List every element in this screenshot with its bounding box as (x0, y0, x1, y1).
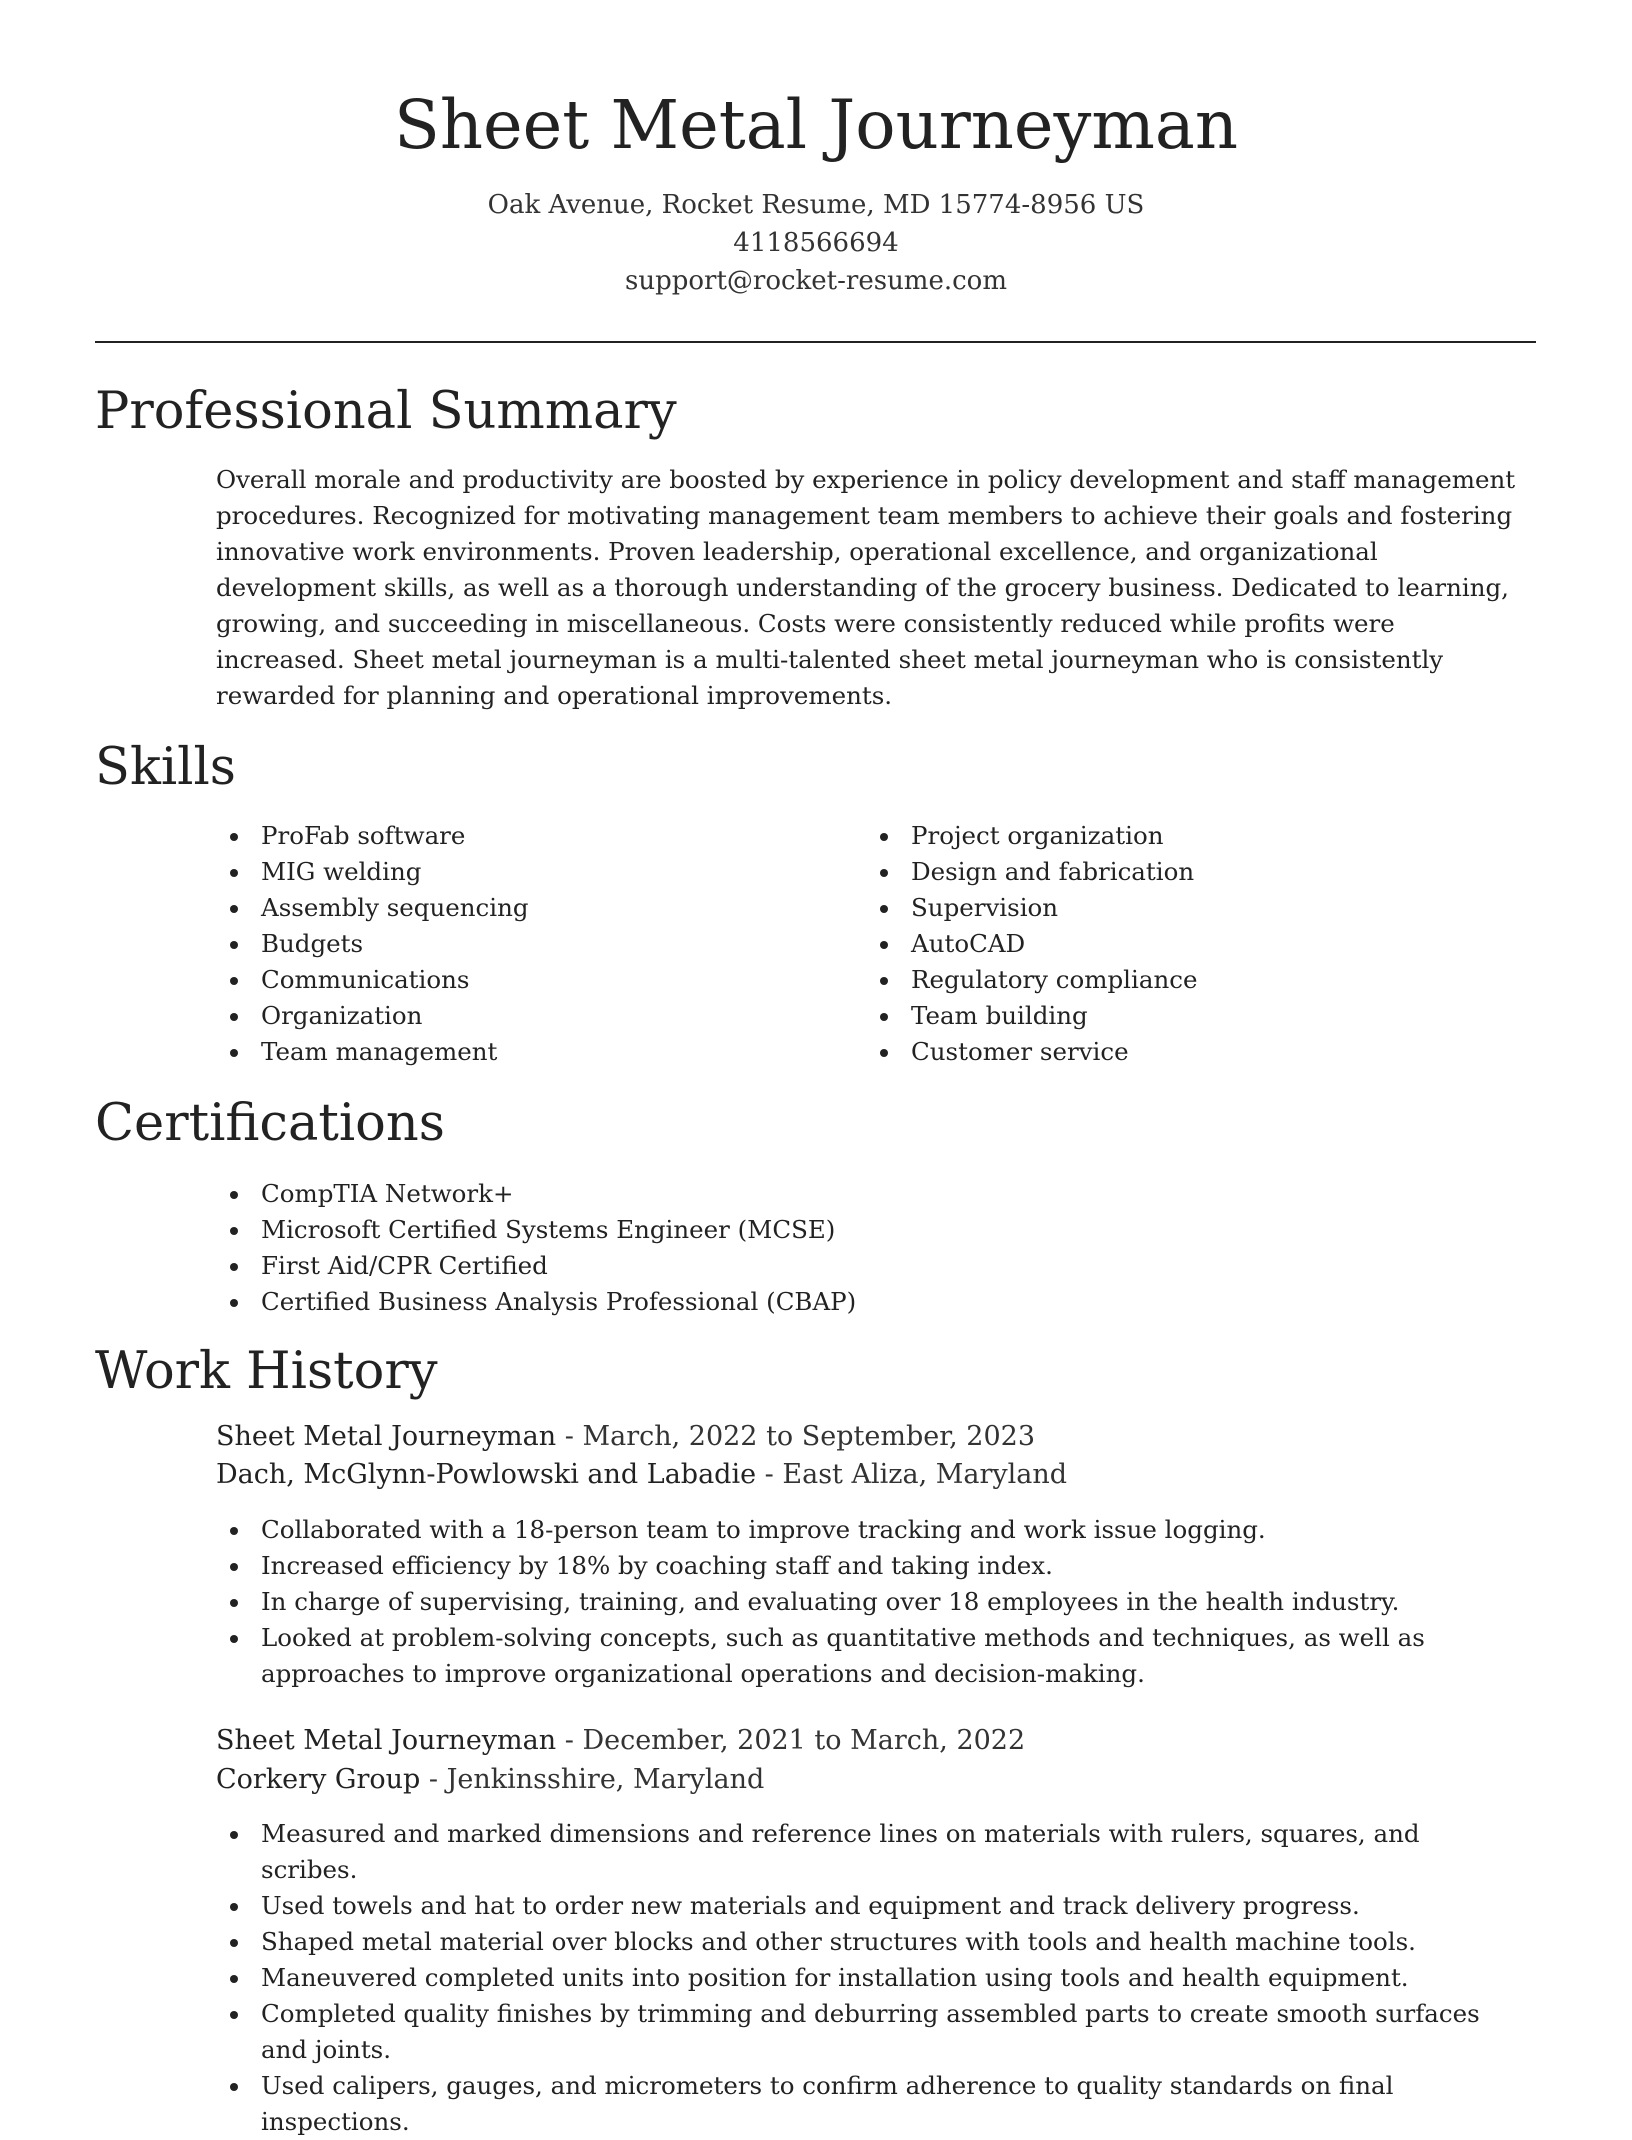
job-bullet: Looked at problem-solving concepts, such as quantitative methods and techniques, as well as approaches to improve organizational operations and decision-making. (216, 1620, 1516, 1692)
phone: 4118566694 (733, 228, 899, 258)
certification-item: First Aid/CPR Certified (216, 1248, 1516, 1284)
skill-item: MIG welding (216, 854, 816, 890)
certifications-list (216, 1176, 1516, 1320)
job-role: Sheet Metal Journeyman (216, 1421, 557, 1452)
job-dates: - March, 2022 to September, 2023 (556, 1421, 1036, 1452)
job-location: - Jenkinsshire, Maryland (420, 1764, 765, 1795)
job-bullets (216, 1512, 1516, 1692)
job-role: Sheet Metal Journeyman (216, 1725, 557, 1756)
skill-item: Supervision (866, 890, 1506, 926)
job-location: - East Aliza, Maryland (756, 1459, 1068, 1490)
skill-item: Communications (216, 962, 816, 998)
job-bullets (216, 1816, 1516, 2140)
job-company: Corkery Group (216, 1764, 421, 1795)
job-title-line (216, 1722, 1516, 1760)
skill-item: AutoCAD (866, 926, 1506, 962)
address: Oak Avenue, Rocket Resume, MD 15774-8956 US (487, 190, 1145, 220)
job-bullet: Measured and marked dimensions and reference lines on materials with rulers, squares, and scribes. (216, 1816, 1516, 1888)
skill-item: Assembly sequencing (216, 890, 816, 926)
contact-block (0, 186, 1632, 300)
job-company: Dach, McGlynn-Powlowski and Labadie (216, 1459, 757, 1490)
summary-heading: Professional Summary (95, 382, 677, 441)
skill-item: Design and fabrication (866, 854, 1506, 890)
job-bullet: Used towels and hat to order new materials and equipment and track delivery progress. (216, 1888, 1516, 1924)
job-title-line (216, 1418, 1516, 1456)
skill-item: ProFab software (216, 818, 816, 854)
candidate-name: Sheet Metal Journeyman (393, 86, 1239, 164)
skill-item: Budgets (216, 926, 816, 962)
skills-list-left (216, 818, 816, 1070)
skill-item: Organization (216, 998, 816, 1034)
skill-item: Customer service (866, 1034, 1506, 1070)
job-dates: - December, 2021 to March, 2022 (556, 1725, 1026, 1756)
certification-item: CompTIA Network+ (216, 1176, 1516, 1212)
certification-item: Microsoft Certified Systems Engineer (MCSE) (216, 1212, 1516, 1248)
work-history-heading: Work History (95, 1342, 438, 1401)
job-bullet: Maneuvered completed units into position for installation using tools and health equipment. (216, 1960, 1516, 1996)
skills-heading: Skills (95, 738, 236, 797)
job-bullet: Used calipers, gauges, and micrometers to confirm adherence to quality standards on final inspections. (216, 2068, 1516, 2140)
resume-header (0, 80, 1632, 300)
email: support@rocket-resume.com (624, 266, 1007, 296)
job-bullet: Collaborated with a 18-person team to improve tracking and work issue logging. (216, 1512, 1516, 1548)
skill-item: Project organization (866, 818, 1506, 854)
skill-item: Regulatory compliance (866, 962, 1506, 998)
certifications-heading: Certifications (95, 1094, 445, 1153)
job-bullet: Increased efficiency by 18% by coaching staff and taking index. (216, 1548, 1516, 1584)
job-bullet: Shaped metal material over blocks and other structures with tools and health machine tools. (216, 1924, 1516, 1960)
job-bullet: In charge of supervising, training, and evaluating over 18 employees in the health industry. (216, 1584, 1516, 1620)
certification-item: Certified Business Analysis Professional (CBAP) (216, 1284, 1516, 1320)
header-divider (95, 341, 1536, 343)
skills-list-right (866, 818, 1506, 1070)
job-company-line (216, 1761, 1516, 1799)
skill-item: Team management (216, 1034, 816, 1070)
job-bullet: Completed quality finishes by trimming and deburring assembled parts to create smooth surfaces and joints. (216, 1996, 1516, 2068)
skill-item: Team building (866, 998, 1506, 1034)
job-company-line (216, 1456, 1516, 1494)
summary-text: Overall morale and productivity are boosted by experience in policy development and staff management procedures. Recognized for motivating management team members to achieve their goals and fostering innovative work environments. Proven leadership, operational excellence, and organizational development skills, as well as a thorough understanding of the grocery business. Dedicated to learning, growing, and succeeding in miscellaneous. Costs were consistently reduced while profits were increased. Sheet metal journeyman is a multi-talented sheet metal journeyman who is consistently rewarded for planning and operational improvements. (216, 465, 1516, 710)
